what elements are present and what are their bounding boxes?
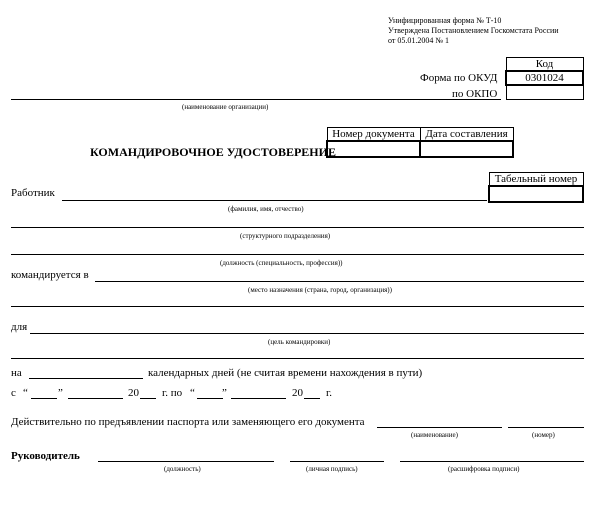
from-quote-open: “ — [23, 387, 28, 399]
to-quote-close: ” — [222, 387, 227, 399]
purpose-line[interactable] — [30, 333, 584, 334]
id-doc-number-line[interactable] — [508, 427, 584, 428]
to-year-prefix: 20 — [292, 387, 303, 399]
organization-caption: (наименование организации) — [182, 103, 269, 111]
number-header: Номер документа — [327, 128, 420, 142]
codes-header: Код — [506, 58, 583, 72]
fio-line[interactable] — [62, 200, 487, 201]
to-year-line[interactable] — [304, 398, 320, 399]
position-line[interactable] — [11, 254, 584, 255]
form-header — [388, 16, 559, 46]
division-caption: (структурного подразделения) — [240, 232, 331, 240]
duration-suffix: календарных дней (не считая времени нахождения в пути) — [148, 367, 423, 379]
division-line[interactable] — [11, 227, 584, 228]
to-quote-open: “ — [190, 387, 195, 399]
form-header-line1: Унифицированная форма № Т-10 — [388, 16, 502, 25]
sent-label: командируется в — [11, 269, 89, 281]
date-header: Дата составления — [420, 128, 513, 142]
from-quote-close: ” — [58, 387, 63, 399]
destination-line[interactable] — [95, 281, 584, 282]
destination-caption: (место назначения (страна, город, организация)) — [248, 286, 392, 294]
okpo-code[interactable] — [506, 85, 583, 100]
date-value[interactable] — [420, 141, 513, 157]
id-doc-number-caption: (номер) — [532, 431, 555, 439]
from-month-line[interactable] — [68, 398, 123, 399]
head-sign-caption: (личная подпись) — [306, 465, 358, 473]
okud-code[interactable]: 0301024 — [506, 71, 583, 85]
destination-line-2[interactable] — [11, 306, 584, 307]
document-table — [326, 127, 514, 158]
tabel-table — [488, 172, 584, 203]
organization-line[interactable] — [11, 99, 501, 100]
head-position-line[interactable] — [98, 461, 274, 462]
form-header-line2: Утверждена Постановлением Госкомстата России — [388, 26, 559, 35]
tabel-value[interactable] — [489, 186, 583, 202]
tabel-header: Табельный номер — [489, 173, 583, 187]
to-year-suffix: г. — [326, 387, 333, 399]
head-decode-caption: (расшифровка подписи) — [448, 465, 520, 473]
position-caption: (должность (специальность, профессия)) — [220, 259, 343, 267]
head-position-caption: (должность) — [164, 465, 201, 473]
to-month-line[interactable] — [231, 398, 286, 399]
from-year-line[interactable] — [140, 398, 156, 399]
form-header-line3: от 05.01.2004 № 1 — [388, 36, 450, 45]
from-prefix: с — [11, 387, 16, 399]
to-prefix: г. по — [162, 387, 183, 399]
from-year-prefix: 20 — [128, 387, 139, 399]
number-value[interactable] — [327, 141, 420, 157]
id-doc-name-line[interactable] — [377, 427, 502, 428]
from-day-line[interactable] — [31, 398, 57, 399]
id-doc-name-caption: (наименование) — [411, 431, 458, 439]
okpo-label: по ОКПО — [452, 88, 498, 100]
purpose-caption: (цель командировки) — [268, 338, 331, 346]
to-day-line[interactable] — [197, 398, 223, 399]
validity-text: Действительно по предъявлении паспорта или заменяющего его документа — [11, 416, 365, 428]
okud-label: Форма по ОКУД — [420, 72, 498, 84]
purpose-label: для — [11, 321, 28, 333]
codes-table — [505, 57, 584, 100]
document-title: КОМАНДИРОВОЧНОЕ УДОСТОВЕРЕНИЕ — [90, 145, 336, 159]
fio-caption: (фамилия, имя, отчество) — [228, 205, 304, 213]
purpose-line-2[interactable] — [11, 358, 584, 359]
head-sign-line[interactable] — [290, 461, 384, 462]
employee-label: Работник — [11, 187, 55, 199]
duration-prefix: на — [11, 367, 22, 379]
head-decode-line[interactable] — [400, 461, 584, 462]
duration-days-line[interactable] — [29, 378, 143, 379]
head-label: Руководитель — [11, 450, 80, 462]
